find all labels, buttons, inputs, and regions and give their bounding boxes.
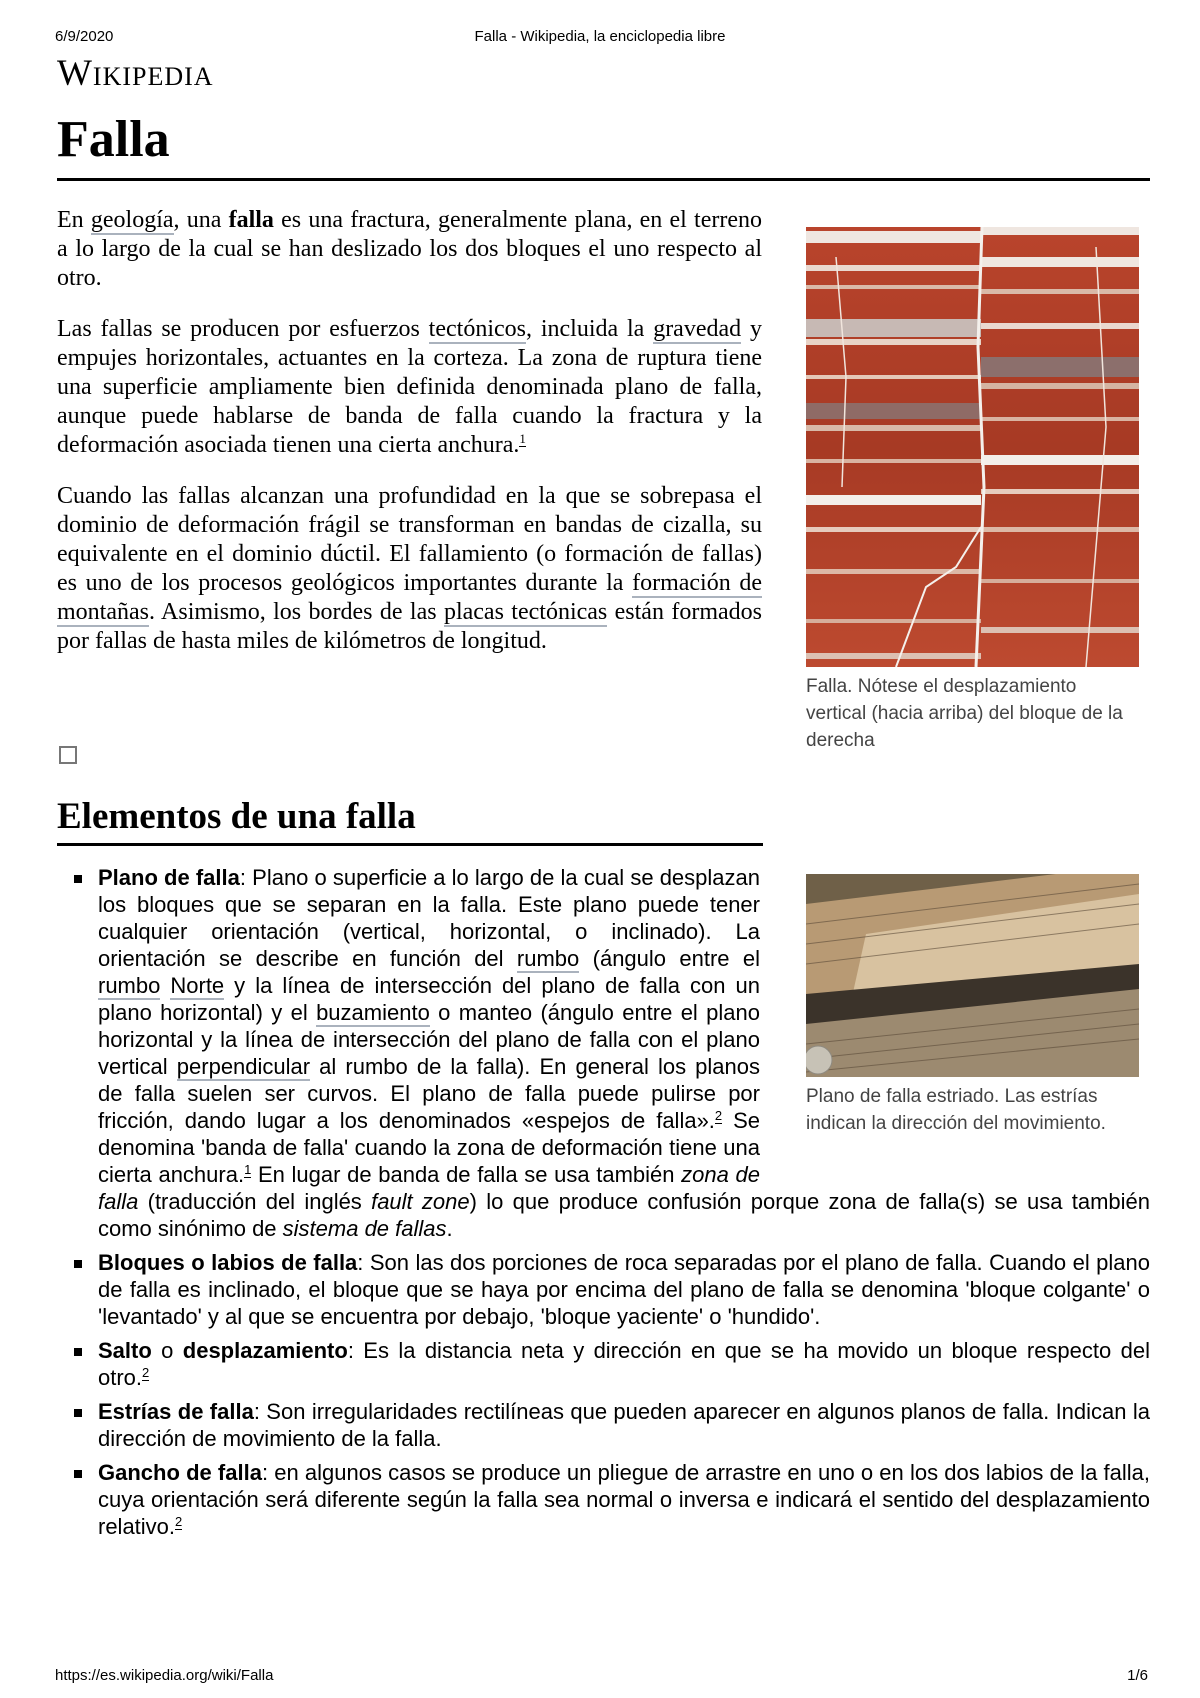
link-norte[interactable]: Norte bbox=[170, 973, 225, 998]
bullet-icon bbox=[74, 1409, 82, 1417]
reference-2[interactable]: 2 bbox=[142, 1364, 150, 1380]
figure-fault-rock bbox=[806, 227, 1139, 754]
page-title: Falla bbox=[57, 111, 170, 168]
link-rumbo[interactable]: rumbo bbox=[516, 946, 580, 971]
print-date: 6/9/2020 bbox=[55, 28, 114, 45]
section-heading-elementos: Elementos de una falla bbox=[57, 796, 416, 837]
reference-1[interactable]: 1 bbox=[244, 1161, 252, 1177]
title-divider bbox=[57, 178, 1150, 181]
intro-paragraph-1: En geología, una falla es una fractura, generalmente plana, en el terreno a lo largo de la cual se han deslizado los dos bloques el uno respecto al otro. bbox=[57, 207, 762, 291]
bold-falla: falla bbox=[228, 207, 274, 233]
reference-2[interactable]: 2 bbox=[175, 1513, 183, 1529]
toc-toggle-checkbox[interactable] bbox=[59, 746, 77, 764]
list-item-plano-de-falla: Plano de falla: Plano o superficie a lo largo de la cual se desplazan los bloques que se separan en la falla. Este plano puede tener cualquier orientación (vertical, horizontal, o inclinado). La orientación se describe en función del rumbo (ángulo entre el rumbo Norte y la línea de intersección del plano de falla con un plano horizontal) y el buzamiento o manteo (ángulo entre el plano horizontal y la línea de intersección del plano de falla con el plano vertical perpendicular al rumbo de la falla). En general los planos de falla suelen ser curvos. El plano de falla puede pulirse por fricción, dando lugar a los denominados «espejos de falla».$^2$ Se denomina 'banda de falla' cuando la zona de deformación tiene una cierta anchura.$^1$ En lugar de banda de falla se usa también zona de falla (traducción del inglés fault zone) lo que produce confusión porque zona de falla(s) se usa también como sinónimo de sistema de fallas. bbox=[57, 864, 1150, 1242]
figure2-caption: Plano de falla estriado. Las estrías indican la dirección del movimiento. bbox=[806, 1086, 1106, 1134]
bullet-icon bbox=[74, 1348, 82, 1356]
print-page-number: 1/6 bbox=[1127, 1667, 1148, 1684]
intro-paragraph-2: Las fallas se producen por esfuerzos tectónicos, incluida la gravedad y empujes horizontales, actuantes en la corteza. La zona de ruptura tiene una superficie ampliamente bien definida denominada plano de falla, aunque puede hablarse de banda de falla cuando la fractura y la deformación asociada tienen una cierta anchura.$^1$ bbox=[57, 316, 762, 458]
link-buzamiento[interactable]: buzamiento bbox=[316, 1000, 430, 1025]
list-item-estrias: Estrías de falla: Son irregularidades rectilíneas que pueden aparecer en algunos planos de falla. Indican la dirección de movimiento de la falla. bbox=[57, 1398, 1150, 1452]
bullet-icon bbox=[74, 1470, 82, 1478]
reference-2[interactable]: 2 bbox=[714, 1107, 723, 1123]
list-item-bloques: Bloques o labios de falla: Son las dos porciones de roca separadas por el plano de falla. Cuando el plano de falla es inclinado, el bloque que se haya por encima del plano de falla se denomina 'bloque colgante' o 'levantado' y al que se encuentra por debajo, 'bloque yaciente' o 'hundido'. bbox=[57, 1249, 1150, 1330]
figure-float-spacer bbox=[760, 864, 1150, 1168]
link-gravedad[interactable]: gravedad bbox=[653, 316, 742, 342]
print-page-title: Falla - Wikipedia, la enciclopedia libre bbox=[474, 28, 726, 45]
section-divider bbox=[57, 843, 763, 846]
figure1-caption: Falla. Nótese el desplazamiento vertical (hacia arriba) del bloque de la derecha bbox=[806, 676, 1123, 751]
link-formacion-montanas[interactable]: formación de montañas bbox=[57, 570, 763, 625]
bullet-icon bbox=[74, 875, 82, 883]
link-tectonicos[interactable]: tectónicos bbox=[428, 316, 526, 342]
wikipedia-wordmark: Wikipedia bbox=[57, 53, 214, 94]
link-geologia[interactable]: geología bbox=[90, 207, 174, 233]
fault-rock-image[interactable] bbox=[806, 227, 1139, 667]
fault-elements-list bbox=[57, 864, 1150, 1547]
article-intro bbox=[57, 206, 762, 678]
intro-paragraph-3: Cuando las fallas alcanzan una profundidad en la que se sobrepasa el dominio de deformación frágil se transforman en bandas de cizalla, su equivalente en el dominio dúctil. El fallamiento (o formación de fallas) es uno de los procesos geológicos importantes durante la formación de montañas. Asimismo, los bordes de las placas tectónicas están formados por fallas de hasta miles de kilómetros de longitud. bbox=[57, 483, 763, 654]
wikipedia-logo[interactable] bbox=[57, 52, 214, 95]
reference-link[interactable]: 1 bbox=[519, 431, 526, 446]
link-placas-tectonicas[interactable]: placas tectónicas bbox=[443, 599, 608, 625]
bullet-icon bbox=[74, 1260, 82, 1268]
list-item-gancho: Gancho de falla: en algunos casos se produce un pliegue de arrastre en uno o en los dos labios de la falla, cuya orientación será diferente según la falla sea normal o inversa e indicará el sentido del desplazamiento relativo.$^2$ bbox=[57, 1459, 1150, 1540]
link-rumbo-2[interactable]: rumbo bbox=[98, 973, 161, 998]
link-perpendicular[interactable]: perpendicular bbox=[176, 1054, 311, 1079]
print-url: https://es.wikipedia.org/wiki/Falla bbox=[55, 1667, 274, 1684]
reference-1[interactable] bbox=[519, 431, 526, 447]
list-item-salto: Salto o desplazamiento: Es la distancia neta y dirección en que se ha movido un bloque respecto del otro.$^2$ bbox=[57, 1337, 1150, 1391]
